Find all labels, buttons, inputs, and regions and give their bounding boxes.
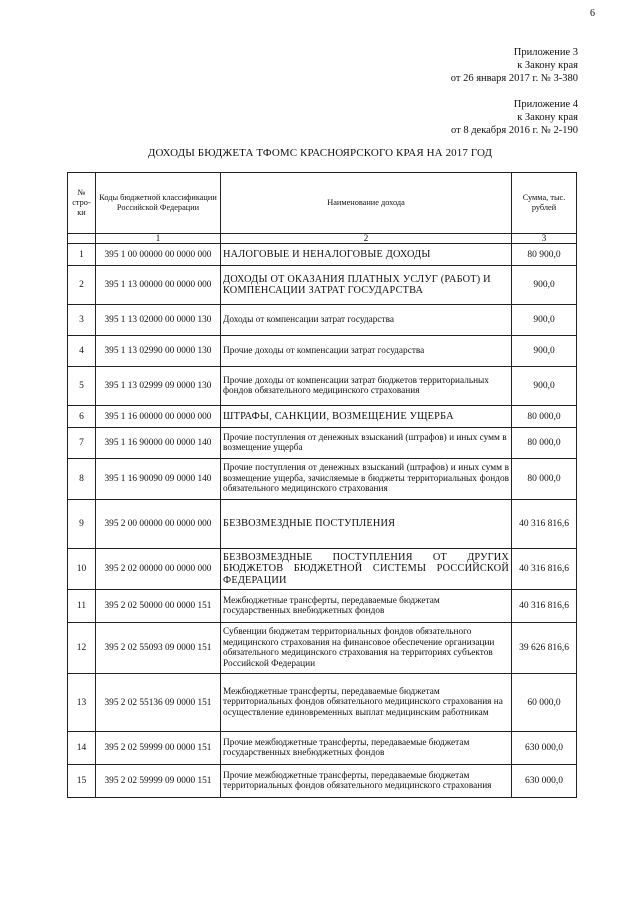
row-number: 3 bbox=[68, 305, 96, 336]
row-number: 12 bbox=[68, 623, 96, 674]
row-number: 11 bbox=[68, 590, 96, 623]
header-row-number: № стро-ки bbox=[68, 173, 96, 234]
row-revenue-name: Прочие межбюджетные трансферты, передаваемые бюджетам государственных внебюджетных фондов bbox=[221, 732, 512, 765]
row-revenue-name: Прочие доходы от компенсации затрат бюджетов территориальных фондов обязательного медицинского страхования bbox=[221, 367, 512, 406]
row-sum: 60 000,0 bbox=[512, 674, 577, 732]
column-number-empty bbox=[68, 234, 96, 244]
row-budget-code: 395 1 00 00000 00 0000 000 bbox=[96, 244, 221, 266]
table-row bbox=[68, 500, 577, 549]
appendix-4-reference bbox=[451, 98, 578, 137]
row-revenue-name: Субвенции бюджетам территориальных фондов обязательного медицинского страхования на финансовое обеспечение организации обязательного медицинского страхования на территориях субъектов Российской Федерации bbox=[221, 623, 512, 674]
row-budget-code: 395 1 16 90090 09 0000 140 bbox=[96, 459, 221, 500]
appendix-3-reference bbox=[451, 46, 578, 85]
row-number: 9 bbox=[68, 500, 96, 549]
appendix-4-law: к Закону края bbox=[517, 112, 578, 123]
row-number: 8 bbox=[68, 459, 96, 500]
row-sum: 80 000,0 bbox=[512, 428, 577, 459]
header-budget-code: Коды бюджетной классификации Российской Федерации bbox=[96, 173, 221, 234]
row-number: 13 bbox=[68, 674, 96, 732]
table-row bbox=[68, 590, 577, 623]
row-budget-code: 395 2 00 00000 00 0000 000 bbox=[96, 500, 221, 549]
revenue-table bbox=[67, 172, 577, 798]
row-number: 5 bbox=[68, 367, 96, 406]
row-sum: 40 316 816,6 bbox=[512, 500, 577, 549]
table-row bbox=[68, 406, 577, 428]
appendix-4-date: от 8 декабря 2016 г. № 2-190 bbox=[451, 125, 578, 136]
column-number-3: 3 bbox=[512, 234, 577, 244]
header-sum: Сумма, тыс. рублей bbox=[512, 173, 577, 234]
document-title: ДОХОДЫ БЮДЖЕТА ТФОМС КРАСНОЯРСКОГО КРАЯ НА 2017 ГОД bbox=[147, 147, 493, 159]
table-row bbox=[68, 336, 577, 367]
table-row bbox=[68, 459, 577, 500]
table-row bbox=[68, 266, 577, 305]
appendix-3-date: от 26 января 2017 г. № 3-380 bbox=[450, 73, 578, 84]
appendix-3-law: к Закону края bbox=[517, 60, 578, 71]
row-budget-code: 395 2 02 00000 00 0000 000 bbox=[96, 549, 221, 590]
row-budget-code: 395 1 13 00000 00 0000 000 bbox=[96, 266, 221, 305]
table-row bbox=[68, 367, 577, 406]
row-revenue-name: Прочие доходы от компенсации затрат государства bbox=[221, 336, 512, 367]
row-sum: 900,0 bbox=[512, 367, 577, 406]
row-revenue-name: Прочие межбюджетные трансферты, передаваемые бюджетам территориальных фондов обязательного медицинского страхования bbox=[221, 765, 512, 798]
appendix-3-title: Приложение 3 bbox=[513, 47, 578, 58]
row-sum: 900,0 bbox=[512, 305, 577, 336]
row-revenue-name: Доходы от компенсации затрат государства bbox=[221, 305, 512, 336]
row-sum: 80 900,0 bbox=[512, 244, 577, 266]
column-number-row bbox=[68, 234, 577, 244]
row-revenue-name: Прочие поступления от денежных взысканий (штрафов) и иных сумм в возмещение ущерба, зачисляемые в бюджеты территориальных фондов обязательного медицинского страхования bbox=[221, 459, 512, 500]
row-number: 10 bbox=[68, 549, 96, 590]
table-row bbox=[68, 428, 577, 459]
table-row bbox=[68, 549, 577, 590]
column-number-1: 1 bbox=[96, 234, 221, 244]
row-number: 15 bbox=[68, 765, 96, 798]
row-sum: 40 316 816,6 bbox=[512, 590, 577, 623]
row-number: 1 bbox=[68, 244, 96, 266]
row-budget-code: 395 2 02 50000 00 0000 151 bbox=[96, 590, 221, 623]
table-row bbox=[68, 674, 577, 732]
row-revenue-name: БЕЗВОЗМЕЗДНЫЕ ПОСТУПЛЕНИЯ ОТ ДРУГИХ БЮДЖЕТОВ БЮДЖЕТНОЙ СИСТЕМЫ РОССИЙСКОЙ ФЕДЕРАЦИИ bbox=[221, 549, 512, 590]
row-budget-code: 395 1 13 02999 09 0000 130 bbox=[96, 367, 221, 406]
row-sum: 900,0 bbox=[512, 336, 577, 367]
row-number: 6 bbox=[68, 406, 96, 428]
row-sum: 630 000,0 bbox=[512, 732, 577, 765]
row-budget-code: 395 1 13 02000 00 0000 130 bbox=[96, 305, 221, 336]
row-revenue-name: Межбюджетные трансферты, передаваемые бюджетам государственных внебюджетных фондов bbox=[221, 590, 512, 623]
table-row bbox=[68, 732, 577, 765]
row-budget-code: 395 1 16 00000 00 0000 000 bbox=[96, 406, 221, 428]
row-revenue-name: БЕЗВОЗМЕЗДНЫЕ ПОСТУПЛЕНИЯ bbox=[221, 500, 512, 549]
row-sum: 80 000,0 bbox=[512, 406, 577, 428]
row-revenue-name: НАЛОГОВЫЕ И НЕНАЛОГОВЫЕ ДОХОДЫ bbox=[221, 244, 512, 266]
row-budget-code: 395 2 02 59999 09 0000 151 bbox=[96, 765, 221, 798]
header-revenue-name: Наименование дохода bbox=[221, 173, 512, 234]
row-budget-code: 395 2 02 55093 09 0000 151 bbox=[96, 623, 221, 674]
table-row bbox=[68, 623, 577, 674]
page-number: 6 bbox=[590, 8, 595, 19]
row-revenue-name: ДОХОДЫ ОТ ОКАЗАНИЯ ПЛАТНЫХ УСЛУГ (РАБОТ) И КОМПЕНСАЦИИ ЗАТРАТ ГОСУДАРСТВА bbox=[221, 266, 512, 305]
row-budget-code: 395 2 02 59999 00 0000 151 bbox=[96, 732, 221, 765]
row-sum: 900,0 bbox=[512, 266, 577, 305]
row-revenue-name: Прочие поступления от денежных взысканий (штрафов) и иных сумм в возмещение ущерба bbox=[221, 428, 512, 459]
row-sum: 80 000,0 bbox=[512, 459, 577, 500]
row-sum: 40 316 816,6 bbox=[512, 549, 577, 590]
row-budget-code: 395 1 13 02990 00 0000 130 bbox=[96, 336, 221, 367]
row-revenue-name: Межбюджетные трансферты, передаваемые бюджетам территориальных фондов обязательного медицинского страхования на осуществление единовременных выплат медицинским работникам bbox=[221, 674, 512, 732]
table-header-row bbox=[68, 173, 577, 234]
table-row bbox=[68, 765, 577, 798]
row-number: 2 bbox=[68, 266, 96, 305]
appendix-4-title: Приложение 4 bbox=[513, 99, 578, 110]
row-number: 14 bbox=[68, 732, 96, 765]
row-number: 4 bbox=[68, 336, 96, 367]
row-revenue-name: ШТРАФЫ, САНКЦИИ, ВОЗМЕЩЕНИЕ УЩЕРБА bbox=[221, 406, 512, 428]
row-sum: 39 626 816,6 bbox=[512, 623, 577, 674]
row-number: 7 bbox=[68, 428, 96, 459]
table-row bbox=[68, 305, 577, 336]
column-number-2: 2 bbox=[221, 234, 512, 244]
row-sum: 630 000,0 bbox=[512, 765, 577, 798]
row-budget-code: 395 2 02 55136 09 0000 151 bbox=[96, 674, 221, 732]
table-row bbox=[68, 244, 577, 266]
row-budget-code: 395 1 16 90000 00 0000 140 bbox=[96, 428, 221, 459]
